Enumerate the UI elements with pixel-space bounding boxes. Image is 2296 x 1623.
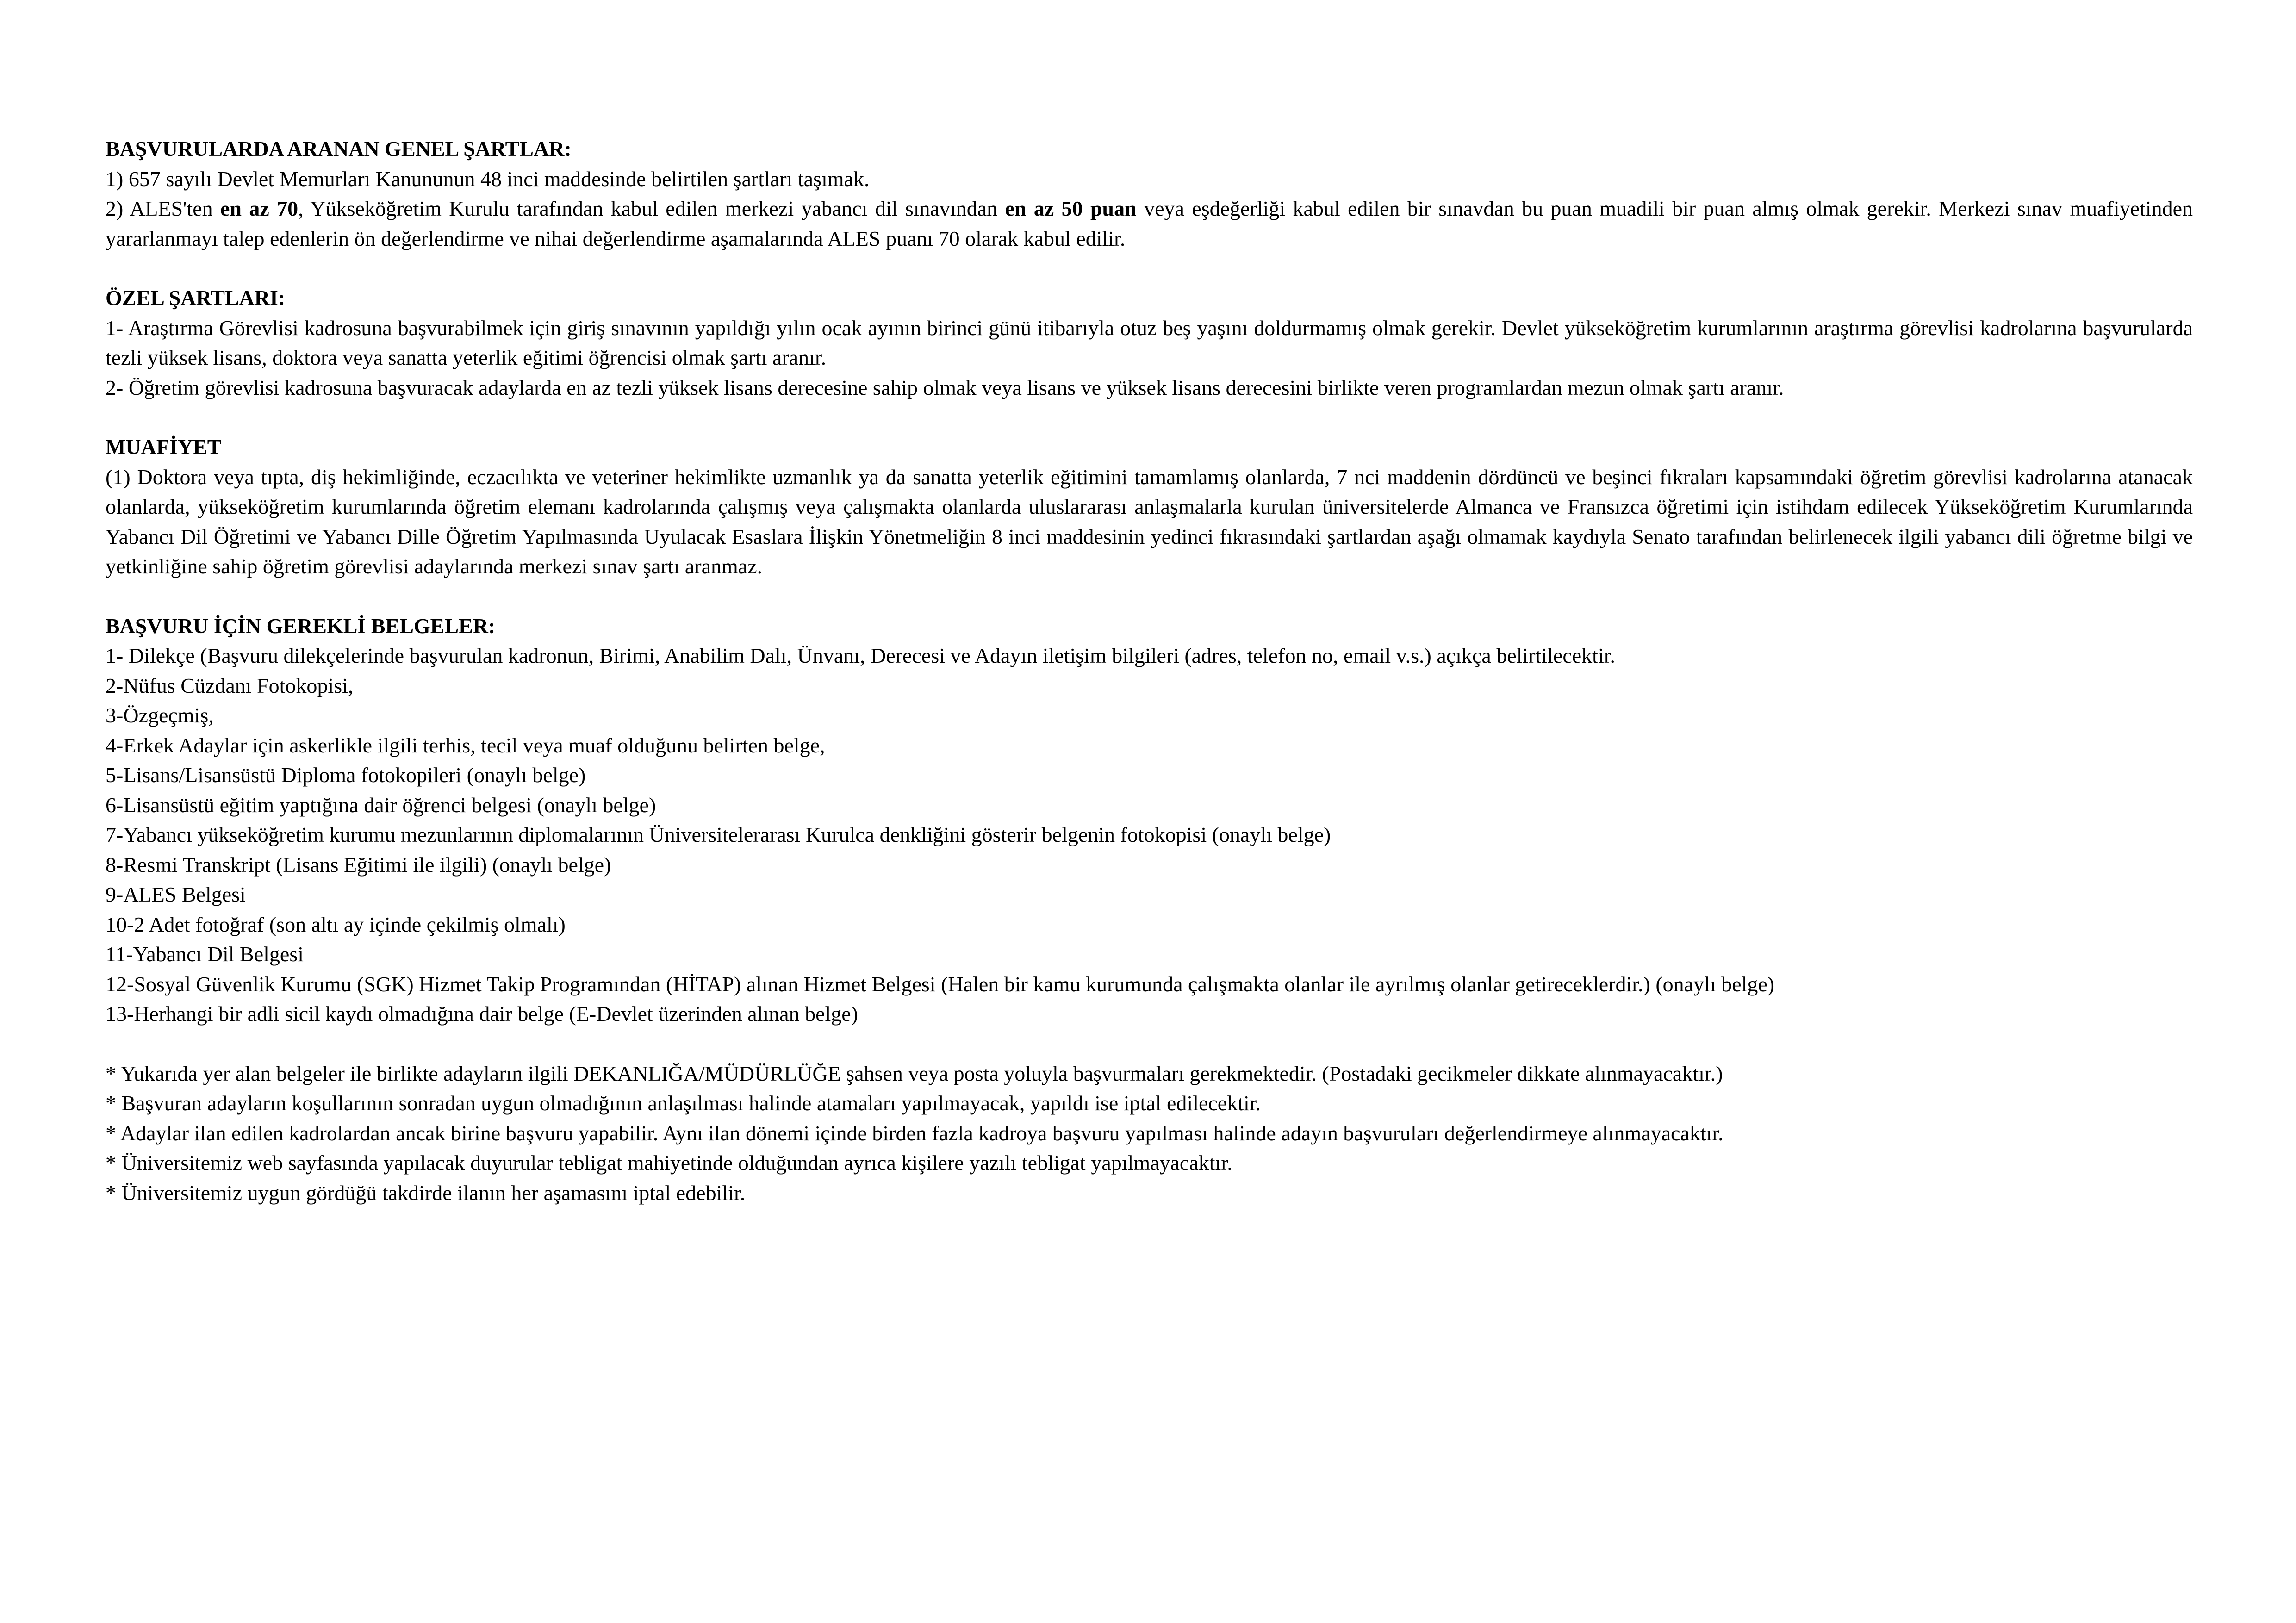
general-requirement-2-text-a: 2) ALES'ten xyxy=(106,197,220,220)
document-item: 2-Nüfus Cüzdanı Fotokopisi, xyxy=(106,673,354,697)
document-item: 6-Lisansüstü eğitim yaptığına dair öğrenci belgesi (onaylı belge) xyxy=(106,793,656,817)
document-item: 12-Sosyal Güvenlik Kurumu (SGK) Hizmet Takip Programından (HİTAP) alınan Hizmet Belgesi (Halen bir kamu kurumunda çalışmakta olanlar ile ayrılmış olanlar getireceklerdir.) (onaylı belge) xyxy=(106,972,1775,996)
special-requirement-2: 2- Öğretim görevlisi kadrosuna başvuracak adaylarda en az tezli yüksek lisans derecesine sahip olmak veya lisans ve yüksek lisans derecesini birlikte veren programlardan mezun olmak şartı aranır. xyxy=(106,375,1784,399)
required-documents-section xyxy=(106,611,2193,1029)
required-documents-heading: BAŞVURU İÇİN GEREKLİ BELGELER: xyxy=(106,614,496,638)
general-requirements-section xyxy=(106,134,2193,254)
language-minimum-score: en az 50 puan xyxy=(1005,197,1137,220)
note-item: * Yukarıda yer alan belgeler ile birlikte adayların ilgili DEKANLIĞA/MÜDÜRLÜĞE şahsen veya posta yoluyla başvurmaları gerekmektedir. (Postadaki gecikmeler dikkate alınmayacaktır.) xyxy=(106,1061,1723,1085)
note-item: * Üniversitemiz uygun gördüğü takdirde ilanın her aşamasını iptal edebilir. xyxy=(106,1181,746,1205)
notes-section xyxy=(106,1059,2193,1208)
note-item: * Başvuran adayların koşullarının sonradan uygun olmadığının anlaşılması halinde atamaları yapılmayacak, yapıldı ise iptal edilecektir. xyxy=(106,1091,1261,1115)
document-item: 13-Herhangi bir adli sicil kaydı olmadığına dair belge (E-Devlet üzerinden alınan belge) xyxy=(106,1002,859,1026)
document-item: 7-Yabancı yükseköğretim kurumu mezunlarının diplomalarının Üniversitelerarası Kurulca denkliğini gösterir belgenin fotokopisi (onaylı belge) xyxy=(106,823,1331,846)
document-item: 4-Erkek Adaylar için askerlikle ilgili terhis, tecil veya muaf olduğunu belirten belge, xyxy=(106,733,825,757)
document-item: 11-Yabancı Dil Belgesi xyxy=(106,942,304,966)
ales-minimum-score: en az 70 xyxy=(220,197,299,220)
document-page xyxy=(106,134,2193,1237)
general-requirements-heading: BAŞVURULARDA ARANAN GENEL ŞARTLAR: xyxy=(106,137,572,161)
exemption-section xyxy=(106,432,2193,582)
document-item: 1- Dilekçe (Başvuru dilekçelerinde başvurulan kadronun, Birimi, Anabilim Dalı, Ünvanı, Derecesi ve Adayın iletişim bilgileri (adres, telefon no, email v.s.) açıkça belirtilecektir. xyxy=(106,644,1616,667)
document-item: 3-Özgeçmiş, xyxy=(106,703,214,727)
general-requirement-2-text-b: , Yükseköğretim Kurulu tarafından kabul edilen merkezi yabancı dil sınavından xyxy=(298,197,1005,220)
general-requirement-2 xyxy=(106,194,2193,254)
general-requirement-2-text-c: veya eşdeğerliği kabul edilen bir sınavdan bu puan muadili bir puan almış olmak gerekir. Merkezi sınav muafiyetinden yararlanmayı talep edenlerin ön değerlendirme ve nihai değerlendirme aşamalarında ALES puanı 70 olarak kabul edilir. xyxy=(106,197,2193,250)
special-requirements-section xyxy=(106,283,2193,403)
document-item: 9-ALES Belgesi xyxy=(106,883,246,906)
document-item: 8-Resmi Transkript (Lisans Eğitimi ile ilgili) (onaylı belge) xyxy=(106,852,611,877)
general-requirement-1: 1) 657 sayılı Devlet Memurları Kanununun 48 inci maddesinde belirtilen şartları taşımak. xyxy=(106,167,870,191)
special-requirement-1: 1- Araştırma Görevlisi kadrosuna başvurabilmek için giriş sınavının yapıldığı yılın ocak ayının birinci günü itibarıyla otuz beş yaşını doldurmamış olmak gerekir. Devlet yükseköğretim kurumlarının araştırma görevlisi kadrolarına başvurularda tezli yüksek lisans, doktora veya sanatta yeterlik eğitimi öğrencisi olmak şartı aranır. xyxy=(106,316,2193,369)
exemption-text: (1) Doktora veya tıpta, diş hekimliğinde, eczacılıkta ve veteriner hekimlikte uzmanlık ya da sanatta yeterlik eğitimini tamamlamış olanlarda, 7 nci maddenin dördüncü ve beşinci fıkraları kapsamındaki öğretim görevlisi kadrolarına atanacak olanlarda, yükseköğretim kurumlarında öğretim elemanı kadrolarında çalışmış veya çalışmakta olanlarda uluslararası anlaşmalarla kurulan üniversitelerde Almanca ve Fransızca öğretimi için istihdam edilecek Yükseköğretim Kurumlarında Yabancı Dil Öğretimi ve Yabancı Dille Öğretim Yapılmasında Uyulacak Esaslara İlişkin Yönetmeliğin 8 inci maddesinin yedinci fıkrasındaki şartlardan aşağı olmamak kaydıyla Senato tarafından belirlenecek ilgili yabancı dili öğretme bilgi ve yetkinliğine sahip öğretim görevlisi adaylarında merkezi sınav şartı aranmaz. xyxy=(106,465,2193,578)
note-item: * Adaylar ilan edilen kadrolardan ancak birine başvuru yapabilir. Aynı ilan dönemi içinde birden fazla kadroya başvuru yapılması halinde adayın başvuruları değerlendirmeye alınmayacaktır. xyxy=(106,1121,1724,1145)
exemption-heading: MUAFİYET xyxy=(106,435,222,459)
document-item: 5-Lisans/Lisansüstü Diploma fotokopileri (onaylı belge) xyxy=(106,763,586,787)
document-item: 10-2 Adet fotoğraf (son altı ay içinde çekilmiş olmalı) xyxy=(106,912,566,936)
special-requirements-heading: ÖZEL ŞARTLARI: xyxy=(106,286,286,310)
note-item: * Üniversitemiz web sayfasında yapılacak duyurular tebligat mahiyetinde olduğundan ayrıca kişilere yazılı tebligat yapılmayacaktır. xyxy=(106,1151,1232,1175)
